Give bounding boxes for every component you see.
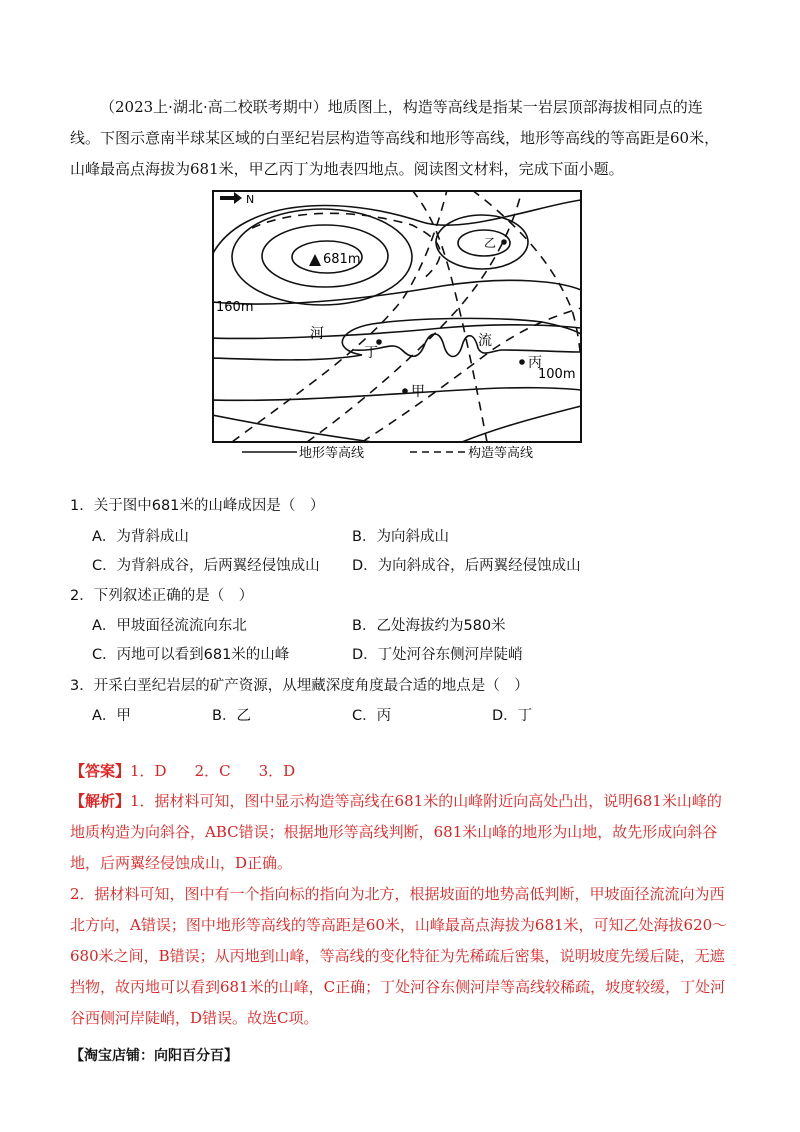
answer-value-2: 2．C <box>194 762 231 780</box>
q1-option-a[interactable]: A．为背斜成山 <box>92 529 189 545</box>
intro-paragraph: （2023上·湖北·高二校联考期中）地质图上，构造等高线是指某一岩层顶部海拔相同点的连线。下图示意南半球某区域的白垩纪岩层构造等高线和地形等高线，地形等高线的等高距是60米，山峰最高点海拔为681米，甲乙丙丁为地表四地点。阅读图文材料，完成下面小题。 <box>70 98 720 178</box>
yi-point-marker <box>501 239 507 245</box>
contour-100-label: 100m <box>538 367 576 382</box>
answer-value-3: 3．D <box>258 762 296 780</box>
analysis-text-1: 1．据材料可知，图中显示构造等高线在681米的山峰附近向高处凸出，说明681米山峰的地质构造为向斜谷，ABC错误；根据地形等高线判断，681米山峰的地形为山地，故先形成向斜谷地，后两翼经侵蚀成山，D正确。 <box>70 792 722 872</box>
jia-point-marker <box>402 388 408 394</box>
analysis-label: 【解析】 <box>70 792 131 810</box>
q1-option-b[interactable]: B．为向斜成山 <box>352 529 449 545</box>
legend-solid-label: 地形等高线 <box>299 446 365 460</box>
ding-point-marker <box>376 339 382 345</box>
ding-label: 丁 <box>364 345 378 361</box>
q3-option-c[interactable]: C．丙 <box>352 708 392 724</box>
question-1: 1．关于图中681米的山峰成因是（ ） <box>70 498 325 514</box>
q2-option-c[interactable]: C．丙地可以看到681米的山峰 <box>92 647 290 663</box>
question-3: 3．开采白垩纪岩层的矿产资源，从埋藏深度角度最合适的地点是（ ） <box>70 678 529 694</box>
bing-point-marker <box>519 359 525 365</box>
q1-option-c[interactable]: C．为背斜成谷，后两翼经侵蚀成山 <box>92 558 320 574</box>
legend-dashed-label: 构造等高线 <box>468 446 534 460</box>
answer-label: 【答案】 <box>70 762 131 780</box>
answer-line <box>70 760 323 781</box>
answer-value-1: 1．D <box>130 762 167 780</box>
contour-map <box>212 190 582 460</box>
q3-option-d[interactable]: D．丁 <box>492 708 533 724</box>
q2-option-a[interactable]: A．甲坡面径流流向东北 <box>92 618 247 634</box>
map-frame <box>213 191 581 442</box>
q3-option-a[interactable]: A．甲 <box>92 708 131 724</box>
river-label-liu: 流 <box>478 333 492 349</box>
analysis-paragraph-2: 2．据材料可知，图中有一个指向标的指向为北方，根据坡面的地势高低判断，甲坡面径流流向为西北方向，A错误；图中地形等高线的等高距是60米，山峰最高点海拔为681米，可知乙处海拔620～680米之间，B错误；从丙地到山峰，等高线的变化特征为先稀疏后密集，说明坡度先缓后陡，无遮挡物，故丙地可以看到681米的山峰，C正确；丁处河谷东侧河岸等高线较稀疏，坡度较缓，丁处河谷西侧河岸陡峭，D错误。故选C项。 <box>70 885 728 1027</box>
contour-160-label: 160m <box>216 300 254 315</box>
jia-label: 甲 <box>411 384 425 400</box>
q1-option-d[interactable]: D．为向斜成谷，后两翼经侵蚀成山 <box>352 558 581 574</box>
q2-option-b[interactable]: B．乙处海拔约为580米 <box>352 618 506 634</box>
q3-option-b[interactable]: B．乙 <box>212 708 251 724</box>
analysis-paragraph-1 <box>70 786 734 879</box>
river-label-he: 河 <box>310 326 324 342</box>
question-2: 2．下列叙述正确的是（ ） <box>70 588 254 604</box>
peak-label: 681m <box>323 252 361 267</box>
footer-shop: 【淘宝店铺：向阳百分百】 <box>70 1048 238 1064</box>
q2-option-d[interactable]: D．丁处河谷东侧河岸陡峭 <box>352 647 523 663</box>
north-label: N <box>246 193 255 206</box>
bing-label: 丙 <box>528 355 542 371</box>
yi-label: 乙 <box>484 236 497 250</box>
